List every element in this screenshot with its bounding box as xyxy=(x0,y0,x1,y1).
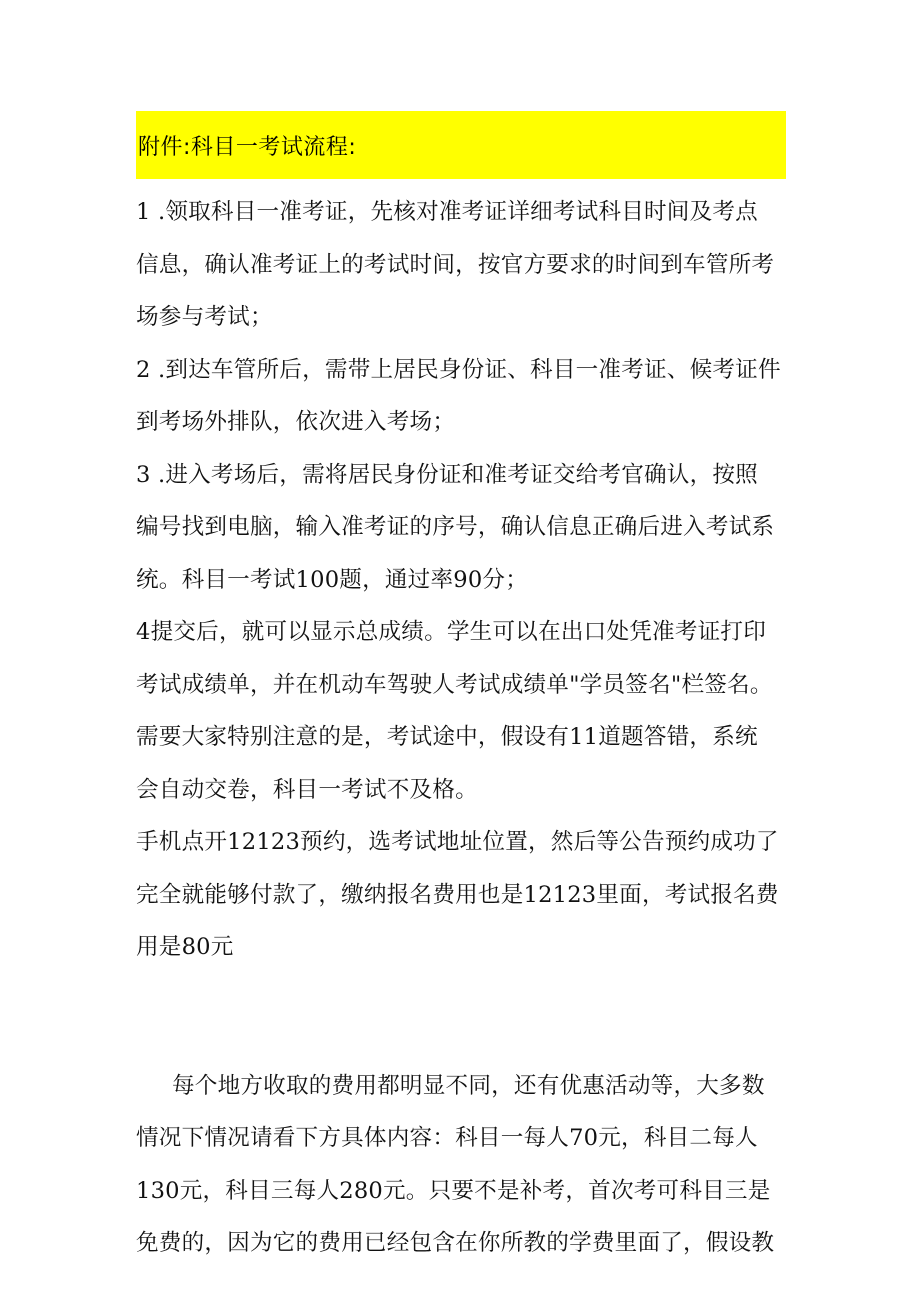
paragraph-step-3 xyxy=(136,449,788,607)
text-line: 2 .到达车管所后，需带上居民身份证、科目一准考证、候考证件 xyxy=(136,356,781,383)
text-line: 会自动交卷，科目一考试不及格。 xyxy=(136,776,478,803)
text-line: 统。科目一考试100题，通过率90分； xyxy=(136,566,528,593)
highlighted-heading xyxy=(136,111,786,179)
text-line: 到考场外排队，依次进入考场； xyxy=(136,409,456,435)
text-line: 3 .进入考场后，需将居民身份证和准考证交给考官确认，按照 xyxy=(136,461,758,488)
paragraph-booking-info xyxy=(136,816,788,974)
paragraph-step-2 xyxy=(136,344,788,449)
paragraph-step-1 xyxy=(136,186,788,344)
blank-space xyxy=(136,974,788,1060)
text-line: 1 .领取科目一准考证，先核对准考证详细考试科目时间及考点 xyxy=(136,199,758,225)
text-line: 每个地方收取的费用都明显不同，还有优惠活动等，大多数 xyxy=(172,1072,765,1099)
text-line: 考试成绩单，并在机动车驾驶人考试成绩单"学员签名"栏签名。 xyxy=(136,671,773,698)
text-line: 信息，确认准考证上的考试时间，按官方要求的时间到车管所考 xyxy=(136,251,775,278)
text-line: 完全就能够付款了，缴纳报名费用也是12123里面，考试报名费 xyxy=(136,881,779,908)
text-line: 130元，科目三每人280元。只要不是补考，首次考可科目三是 xyxy=(136,1177,771,1204)
paragraph-fees xyxy=(136,1060,788,1270)
document-body xyxy=(136,186,788,1270)
text-line: 4提交后，就可以显示总成绩。学生可以在出口处凭准考证打印 xyxy=(136,619,767,645)
text-line: 编号找到电脑，输入准考证的序号，确认信息正确后进入考试系 xyxy=(136,514,775,540)
text-line: 需要大家特别注意的是，考试途中，假设有11道题答错，系统 xyxy=(136,724,758,750)
text-line: 场参与考试； xyxy=(136,304,273,330)
text-line: 免费的，因为它的费用已经包含在你所教的学费里面了，假设教 xyxy=(136,1230,775,1256)
paragraph-step-4 xyxy=(136,606,788,816)
text-line: 手机点开12123预约，选考试地址位置，然后等公告预约成功了 xyxy=(136,829,779,855)
text-line: 情况下情况请看下方具体内容：科目一每人70元，科目二每人 xyxy=(136,1125,758,1151)
text-line: 用是80元 xyxy=(136,934,234,960)
page-title: 附件:科目一考试流程: xyxy=(138,134,357,160)
